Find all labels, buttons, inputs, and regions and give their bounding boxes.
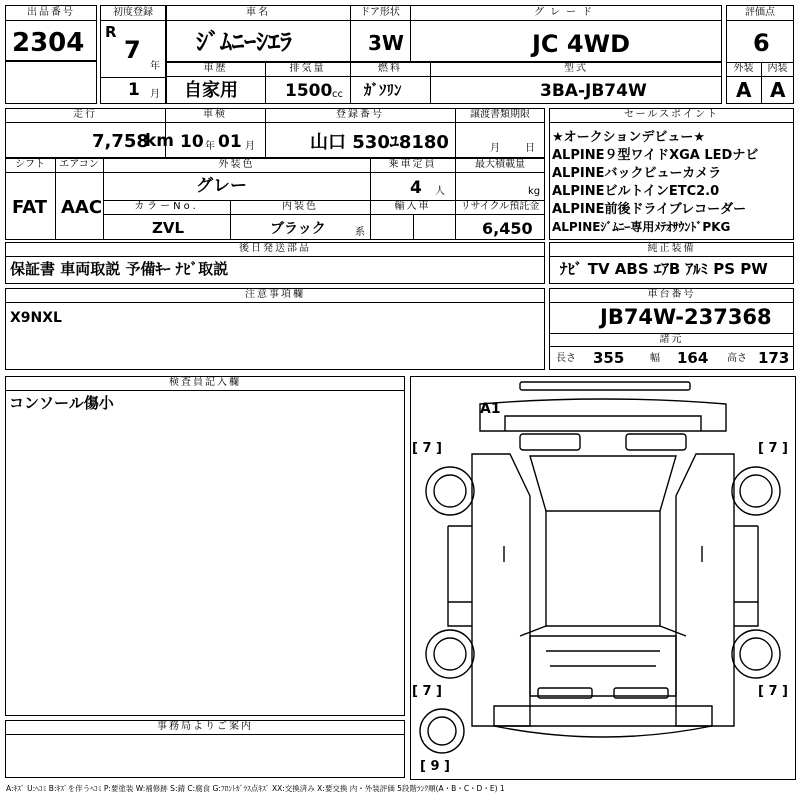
door-header: ドア形状 [360, 7, 400, 18]
ext-color-header: 外装色 [218, 159, 255, 170]
year-unit: 年 [150, 61, 160, 72]
wheel-rl-score: [ 7 ] [412, 684, 442, 699]
length-value: 355 [593, 349, 625, 367]
capacity-value: 4 [410, 178, 422, 198]
km-unit: km [145, 131, 175, 151]
later-parts-header: 後日発送部品 [239, 243, 311, 254]
spare-tire-score: [ 9 ] [420, 759, 450, 774]
width-label: 幅 [650, 353, 660, 364]
car-name: ｼﾞﾑﾆｰｼｴﾗ [196, 28, 292, 56]
inspection-month: 01 [218, 132, 242, 152]
wheel-fl-score: [ 7 ] [412, 441, 442, 456]
later-parts-value: 保証書 車両取説 予備ｷｰ ﾅﾋﾞ取説 [10, 260, 229, 278]
sales-point-6: ALPINEｼﾞﾑﾆｰ専用ﾒﾃｵｻｳﾝﾄﾞPKG [552, 220, 731, 234]
legend: A:ｷｽﾞ U:ﾍｺﾐ B:ｷｽﾞを伴うﾍｺﾐ P:要塗装 W:補修跡 S:錆 C:腐食 G:ﾌﾛﾝﾄｶﾞﾗｽ点ｷｽﾞ XX:交換済み X:要交換 内・外装評価 5段階ﾗﾝｸ順(A・B・C・D・E) 1 [6, 784, 505, 793]
inspection-year-unit: 年 [205, 141, 215, 152]
recycle-value: 6,450 [482, 219, 533, 238]
exterior-header: 外装 [733, 63, 754, 74]
standard-equip-value: ﾅﾋﾞ TV ABS ｴｱB ｱﾙﾐ PS PW [560, 260, 768, 278]
transfer-doc-header: 譲渡書類期限 [470, 109, 530, 120]
chassis-header: 車台番号 [647, 289, 696, 300]
fuel: ｶﾞｿﾘﾝ [364, 81, 402, 99]
sales-point-3: ALPINEバックビューカメラ [552, 166, 722, 181]
height-label: 高さ [727, 353, 747, 364]
month-unit: 月 [150, 89, 160, 100]
interior-header: 内装 [767, 63, 788, 74]
shift-header: シフト [15, 159, 45, 170]
standard-equip-header: 純正装備 [647, 243, 696, 254]
cc-unit: cc [332, 89, 343, 100]
aircon-header: エアコン [59, 159, 99, 170]
fuel-header: 燃料 [378, 63, 402, 74]
car-diagram [410, 376, 796, 796]
wheel-fr-score: [ 7 ] [758, 441, 788, 456]
inspector-value: コンソール傷小 [9, 394, 114, 412]
sales-point-5: ALPINE前後ドライブレコーダー [552, 202, 747, 217]
length-label: 長さ [556, 353, 576, 364]
history: 自家用 [184, 80, 238, 101]
office-header: 事務局よりご案内 [157, 721, 253, 732]
score-header: 評価点 [745, 7, 775, 18]
sales-points-header: セールスポイント [623, 109, 720, 120]
mileage: 7,758 [92, 131, 149, 152]
inspector-header: 検査員記入欄 [169, 377, 241, 388]
int-color-value: ブラック [270, 221, 326, 237]
door-type: 3W [368, 31, 404, 55]
inspection-year: 10 [180, 132, 204, 152]
first-reg-header: 初度登録 [113, 7, 153, 18]
damage-mark-a1: A1 [480, 401, 501, 417]
sales-point-1: ★オークションデビュー★ [552, 130, 706, 145]
car-name-header: 車名 [246, 7, 270, 18]
inspection-header: 車検 [203, 109, 227, 120]
transfer-day-unit: 日 [525, 143, 535, 154]
int-color-header: 内装色 [282, 201, 318, 212]
displacement: 1500 [285, 81, 333, 101]
grade-header: グレード [534, 7, 598, 18]
first-reg-year: 7 [124, 36, 141, 64]
color-no-value: ZVL [152, 219, 185, 237]
import-header: 輸入車 [394, 201, 431, 212]
interior-grade: A [770, 78, 786, 102]
displacement-header: 排気量 [289, 63, 326, 74]
color-no-header: カラーNo. [134, 201, 199, 212]
height-value: 173 [758, 349, 790, 367]
first-reg-month: 1 [128, 80, 140, 100]
lot-header: 出品番号 [27, 7, 75, 18]
lot-extra-box [5, 61, 97, 104]
max-load-header: 最大積載量 [475, 159, 525, 170]
lot-number: 2304 [12, 28, 85, 58]
ext-color-value: グレー [196, 176, 247, 196]
kg-unit: kg [528, 186, 541, 197]
recycle-header: リサイクル預託金 [460, 201, 540, 212]
transfer-month-unit: 月 [490, 143, 500, 154]
notes-value: X9NXL [10, 310, 62, 326]
capacity-header: 乗車定員 [388, 159, 437, 170]
notes-header: 注意事項欄 [245, 289, 305, 300]
first-reg-era: R [105, 23, 117, 41]
model: 3BA-JB74W [540, 81, 647, 101]
chassis-number: JB74W-237368 [600, 305, 772, 329]
inspection-month-unit: 月 [245, 141, 255, 152]
exterior-grade: A [736, 78, 752, 102]
shift-value: FAT [12, 197, 48, 218]
width-value: 164 [677, 349, 709, 367]
aircon-value: AAC [61, 197, 103, 218]
kei-unit: 系 [355, 227, 365, 238]
inspector-box [5, 376, 405, 716]
sales-point-4: ALPINEビルトインETC2.0 [552, 184, 720, 199]
specs-header: 諸元 [659, 334, 684, 345]
reg-number: 山口 530ﾕ8180 [310, 132, 449, 153]
grade: JC 4WD [532, 30, 630, 58]
score: 6 [753, 29, 770, 57]
model-header: 型式 [564, 63, 588, 74]
sales-point-2: ALPINE９型ワイドXGA LEDナビ [552, 148, 759, 163]
history-header: 車歴 [203, 63, 228, 74]
wheel-rr-score: [ 7 ] [758, 684, 788, 699]
people-unit: 人 [435, 186, 445, 197]
reg-number-header: 登録番号 [336, 109, 384, 120]
mileage-header: 走行 [73, 109, 97, 120]
